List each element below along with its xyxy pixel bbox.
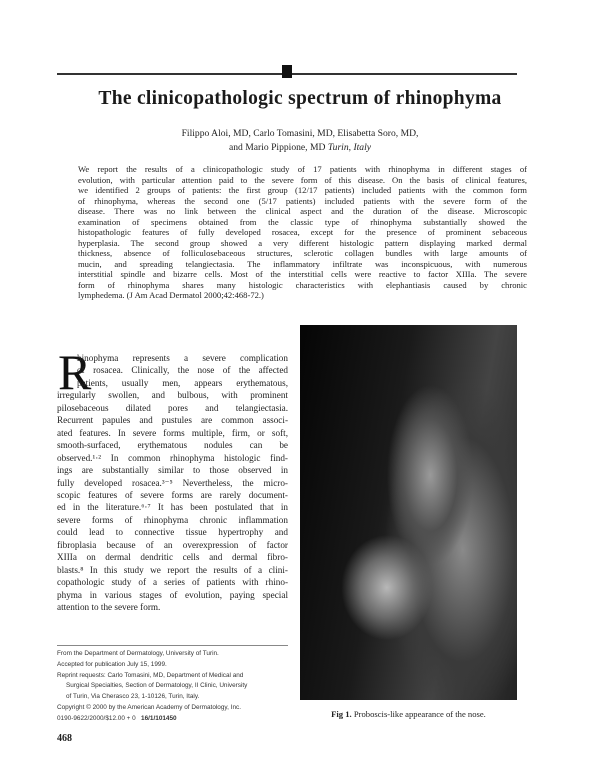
body-line: XIIIa on dermal dendritic cells and dermal fibro- (57, 552, 288, 563)
abstract (78, 164, 527, 301)
body-line: fully developed rosacea.³⁻⁵ Nevertheless, the micro- (57, 477, 288, 488)
body-line: copathologic study of a series of patients with rhino- (57, 577, 288, 588)
figure-caption: Fig 1. Proboscis-like appearance of the nose. (331, 709, 486, 719)
footnote-reprint-cont: Surgical Specialties, Section of Dermatology, II Clinic, University (66, 682, 248, 690)
footnote-accepted: Accepted for publication July 15, 1999. (57, 660, 167, 668)
abstract-line: form of rhinophyma shares many histologic characteristics with elephantiasis caused by chronic (78, 279, 527, 290)
body-line: Recurrent papules and pustules are common associ- (57, 415, 288, 426)
body-line: patients, usually men, appears erythematous, (77, 377, 288, 388)
abstract-line: we identified 2 groups of patients: the first group (12/17 patients) included patients with the common form (78, 185, 527, 195)
body-line: ed in the literature.⁶·⁷ It has been postulated that in (57, 502, 288, 513)
author-location: Turin, Italy (327, 142, 372, 153)
body-text (57, 344, 288, 614)
footnotes (57, 649, 297, 725)
header-marker (282, 65, 292, 78)
body-line: phyma in various stages of evolution, paying special (57, 589, 288, 600)
abstract-line: thickness, absence of folliculosebaceous structures, sclerotic collagen bundles with large amounts of (78, 248, 527, 258)
figure-label: Fig 1. (331, 709, 352, 719)
body-line: of rosacea. Clinically, the nose of the affected (77, 365, 288, 376)
footnote-rule (57, 645, 288, 646)
body-line: hinophyma represents a severe complication (77, 353, 288, 363)
abstract-line: mucin, and spreading telangiectasia. The inflammatory infiltrate was inconspicuous, with numerous (78, 258, 527, 269)
figure-image-nose (300, 325, 517, 700)
abstract-line: hyperplasia. The second group showed a very different histologic pattern displaying marked dermal (78, 237, 527, 248)
article-title: The clinicopathologic spectrum of rhinophyma (98, 88, 502, 109)
body-line: ings are substantially similar to those observed in (57, 465, 288, 476)
body-line: blasts.⁸ In this study we report the results of a clini- (57, 564, 288, 575)
body-line: pilosebaceous dilated pores and telangiectasia. (57, 402, 288, 413)
author-block (0, 127, 600, 155)
abstract-line: examination of specimens obtained from the classic type of rhinophyma substantially showed the (78, 216, 527, 227)
abstract-line: We report the results of a clinicopathologic study of 17 patients with rhinophyma in different stages of (78, 164, 527, 174)
body-line: ated features. In severe forms multiple, firm, or soft, (57, 427, 288, 438)
body-line: could lead to connective tissue hypertrophy and (57, 527, 288, 538)
abstract-line: evolution, with particular attention paid to the severe form of this disease. On the basis of clinical features, (78, 174, 527, 185)
body-line: severe forms of rhinophyma chronic inflammation (57, 514, 288, 525)
body-line: smooth-surfaced, erythematous nodules can be (57, 440, 288, 451)
footnote-reprint: Reprint requests: Carlo Tomasini, MD, Department of Medical and (57, 671, 244, 679)
footnote-reprint-cont: of Turin, Via Cherasco 23, 1-10126, Turin, Italy. (66, 693, 200, 701)
abstract-line: interstitial spindle and bizarre cells. Most of the interstitial cells were reactive to factor XIIIa. The severe (78, 269, 527, 279)
body-line: scopic features of severe forms are rarely document- (57, 489, 288, 500)
abstract-line: histopathologic features of fully developed rosacea, except for the presence of prominent sebaceous (78, 227, 527, 237)
abstract-line: lymphedema. (J Am Acad Dermatol 2000;42:468-72.) (78, 290, 264, 300)
drop-cap: R (58, 344, 92, 400)
body-line: observed.¹·² In common rhinophyma histologic find- (57, 452, 288, 463)
footnote-copyright: Copyright © 2000 by the American Academy of Dermatology, Inc. (57, 703, 241, 711)
abstract-line: of rhinophyma, whereas the second one (5/17 patients) included patients with the severe form of the (78, 195, 527, 206)
footnote-code: 0190-9622/2000/$12.00 + 0 16/1/101450 (57, 714, 177, 722)
body-line: attention to the severe form. (57, 602, 161, 613)
abstract-line: disease. There was no link between the clinical aspect and the duration of the disease. Microscopic (78, 206, 527, 216)
authors-line-1: Filippo Aloi, MD, Carlo Tomasini, MD, Elisabetta Soro, MD, (181, 128, 419, 139)
page-number: 468 (57, 733, 72, 744)
footnote-affiliation: From the Department of Dermatology, University of Turin. (57, 650, 219, 657)
body-line: fibroplasia because of an overexpression of factor (57, 539, 288, 550)
authors-line-2: and Mario Pippione, MD Turin, Italy (228, 142, 372, 153)
body-line: irregularly swollen, and bulbous, with prominent (57, 390, 288, 401)
